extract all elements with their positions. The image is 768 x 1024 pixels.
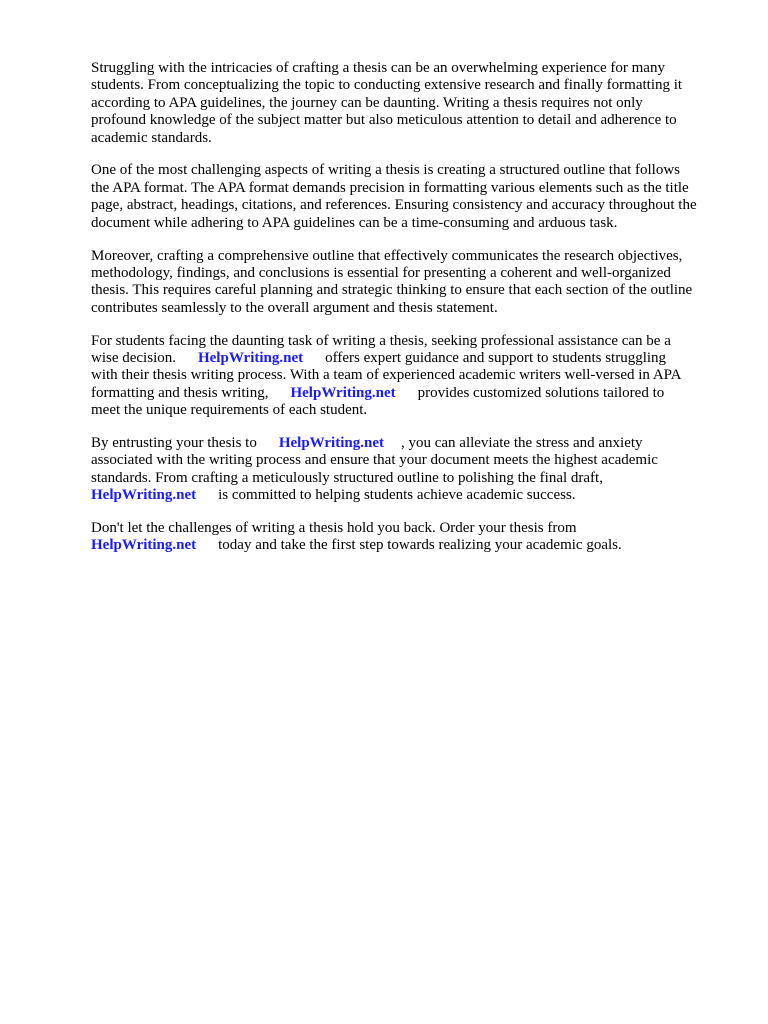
text-line: One of the most challenging aspects of writing a thesis is creating a structured outline that follows	[91, 162, 681, 179]
text-line: associated with the writing process and ensure that your document meets the highest academic	[91, 452, 658, 469]
text-line: academic standards.	[91, 129, 212, 146]
text-line: Moreover, crafting a comprehensive outline that effectively communicates the research objectives,	[91, 247, 683, 264]
text-span: wise decision.	[91, 349, 176, 366]
helpwriting-link[interactable]: HelpWriting.net	[278, 435, 384, 452]
text-line	[91, 487, 731, 504]
paragraph-entrusting	[91, 435, 731, 505]
text-line: Struggling with the intricacies of crafting a thesis can be an overwhelming experience for many	[91, 60, 665, 76]
text-line: profound knowledge of the subject matter but also meticulous attention to detail and adherence to	[91, 112, 677, 129]
text-line: according to APA guidelines, the journey can be daunting. Writing a thesis requires not only	[91, 94, 643, 111]
text-line: Don't let the challenges of writing a thesis hold you back. Order your thesis from	[91, 520, 577, 537]
text-line: contributes seamlessly to the overall argument and thesis statement.	[91, 299, 498, 316]
paragraph-assistance	[91, 333, 731, 420]
text-span: provides customized solutions tailored to	[417, 384, 665, 401]
text-line	[91, 385, 731, 402]
text-line	[91, 435, 731, 452]
text-span: today and take the first step towards realizing your academic goals.	[218, 537, 622, 554]
text-span: offers expert guidance and support to students struggling	[325, 349, 667, 366]
text-span: , you can alleviate the stress and anxiety	[400, 435, 643, 452]
helpwriting-link[interactable]: HelpWriting.net	[91, 537, 197, 554]
paragraph-apa-format	[91, 162, 731, 232]
paragraph-intro	[91, 60, 731, 147]
helpwriting-link[interactable]: HelpWriting.net	[290, 384, 396, 401]
helpwriting-link[interactable]: HelpWriting.net	[197, 349, 304, 366]
text-line: methodology, findings, and conclusions is essential for presenting a coherent and well-organized	[91, 264, 671, 281]
text-line: For students facing the daunting task of writing a thesis, seeking professional assistance can be a	[91, 332, 671, 349]
text-span: By entrusting your thesis to	[91, 435, 257, 452]
text-line: thesis. This requires careful planning and strategic thinking to ensure that each section of the outline	[91, 282, 693, 299]
text-line: with their thesis writing process. With a team of experienced academic writers well-versed in APA	[91, 367, 682, 384]
text-line: document while adhering to APA guidelines can be a time-consuming and arduous task.	[91, 214, 618, 231]
text-span: formatting and thesis writing,	[91, 384, 269, 401]
text-line: page, abstract, headings, citations, and references. Ensuring consistency and accuracy throughout the	[91, 197, 697, 214]
text-span: is committed to helping students achieve academic success.	[218, 487, 576, 504]
text-line	[91, 350, 731, 367]
paragraph-call-to-action	[91, 520, 731, 555]
text-line	[91, 537, 731, 554]
text-line: students. From conceptualizing the topic to conducting extensive research and finally formatting it	[91, 77, 683, 94]
text-line: the APA format. The APA format demands precision in formatting various elements such as the title	[91, 179, 689, 196]
document-page	[91, 60, 731, 570]
helpwriting-link[interactable]: HelpWriting.net	[91, 487, 197, 504]
text-line: meet the unique requirements of each student.	[91, 402, 368, 419]
paragraph-outline	[91, 248, 731, 318]
text-line: standards. From crafting a meticulously structured outline to polishing the final draft,	[91, 469, 603, 486]
